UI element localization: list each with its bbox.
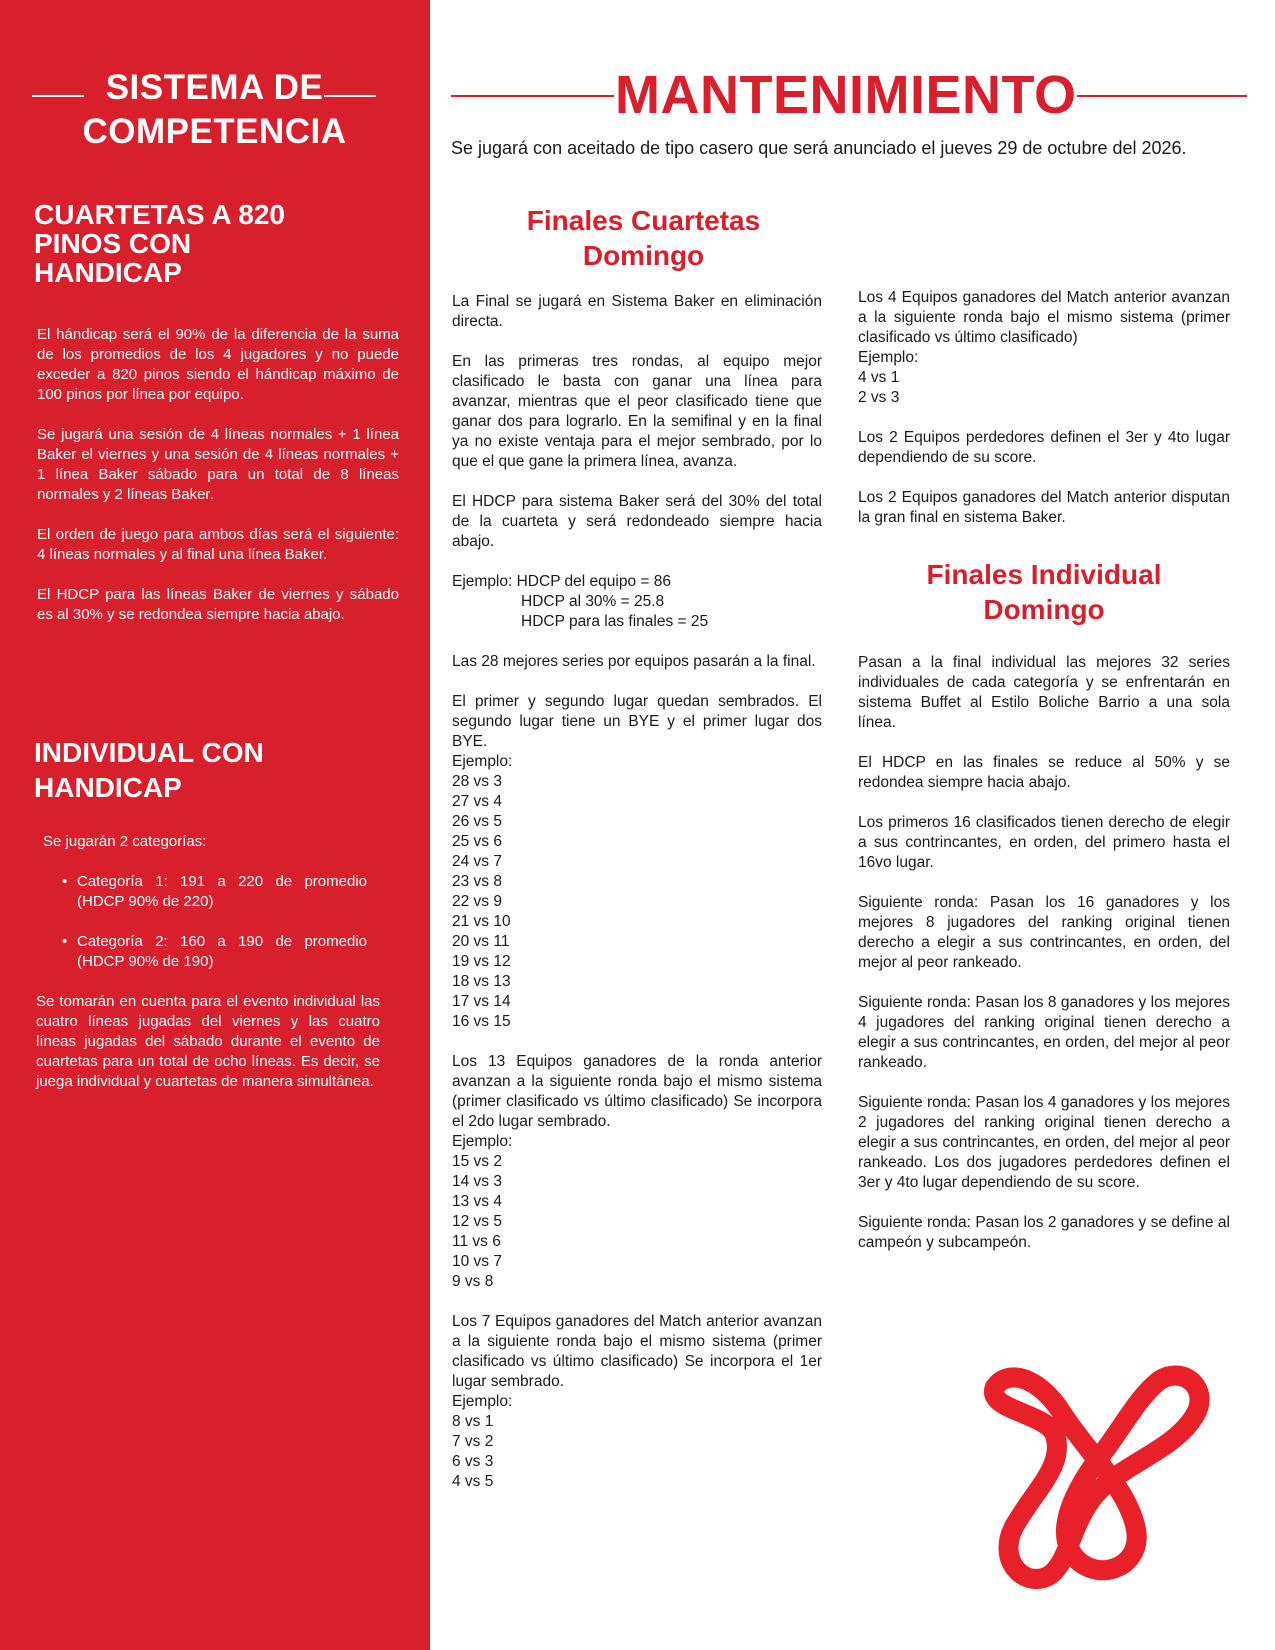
- paragraph: Las 28 mejores series por equipos pasarán a la final.: [452, 653, 816, 670]
- paragraph: Se tomarán en cuenta para el evento individual las cuatro líneas jugadas del viernes y las cuatro líneas jugadas del sábado durante el evento de cuartetas para un total de ocho líneas. Es decir, se juega individual y cuartetas de manera simultánea.: [36, 993, 380, 1090]
- heading-line: HANDICAP: [34, 257, 182, 288]
- section-heading-cuartetas: [34, 200, 414, 287]
- matchup: 18 vs 13: [452, 973, 511, 990]
- example-label: Ejemplo:: [858, 349, 919, 366]
- paragraph: Los 4 Equipos ganadores del Match anterior avanzan a la siguiente ronda bajo el mismo sistema (primer clasificado vs último clasificado): [858, 289, 1230, 346]
- matchup: 20 vs 11: [452, 933, 510, 950]
- heading-line: Finales Individual: [926, 559, 1162, 590]
- heading-line: HANDICAP: [34, 772, 182, 803]
- matchup: 22 vs 9: [452, 893, 502, 910]
- paragraph: Siguiente ronda: Pasan los 8 ganadores y los mejores 4 jugadores del ranking original tienen derecho a elegir a sus contrincantes, en orden, del mejor al peor rankeado.: [858, 994, 1230, 1071]
- matchup: 21 vs 10: [452, 913, 511, 930]
- matchup: 8 vs 1: [452, 1413, 494, 1430]
- list-item: [37, 872, 367, 912]
- paragraph: Siguiente ronda: Pasan los 16 ganadores y los mejores 8 jugadores del ranking original tienen derecho a elegir a sus contrincantes, en orden, del mejor al peor rankeado.: [858, 894, 1230, 971]
- sidebar: [0, 0, 430, 1650]
- paragraph: Siguiente ronda: Pasan los 4 ganadores y los mejores 2 jugadores del ranking original tienen derecho a elegir a sus contrincantes, en orden, del mejor al peor rankeado. Los dos jugadores perdedores definen el 3er y 4to lugar dependiendo de su score.: [858, 1094, 1230, 1191]
- matchup-list-round4: [858, 368, 1230, 408]
- matchup: 17 vs 14: [452, 993, 511, 1010]
- heading-line: CUARTETAS A 820: [34, 199, 286, 230]
- heading-line: Domingo: [582, 240, 705, 271]
- matchup-list-round3: [452, 1412, 822, 1492]
- title-rule-right: [324, 95, 376, 97]
- matchup: 6 vs 3: [452, 1453, 494, 1470]
- heading-finales-cuartetas: [451, 203, 836, 273]
- sidebar-title: [32, 66, 397, 154]
- heading-finales-individual: [858, 557, 1230, 627]
- paragraph: Los primeros 16 clasificados tienen derecho de elegir a sus contrincantes, en orden, del primero hasta el 16vo lugar.: [858, 814, 1230, 871]
- bullet-icon: •: [62, 873, 68, 890]
- matchup: 24 vs 7: [452, 853, 502, 870]
- paragraph: El orden de juego para ambos días será el siguiente: 4 líneas normales y al final una línea Baker.: [37, 526, 399, 563]
- matchup: 26 vs 5: [452, 813, 502, 830]
- sidebar-title-line1: SISTEMA DE: [105, 68, 324, 107]
- matchup-list-round1: [452, 772, 822, 1032]
- matchup-list-round2: [452, 1152, 822, 1292]
- paragraph: El HDCP para sistema Baker será del 30% del total de la cuarteta y será redondeado siempre hacia abajo.: [452, 493, 822, 550]
- title-rule-left: [32, 95, 84, 97]
- paragraph: Pasan a la final individual las mejores 32 series individuales de cada categoría y se enfrentarán en sistema Buffet al Estilo Boliche Barrio a una sola línea.: [858, 654, 1230, 731]
- section-heading-individual: [34, 735, 414, 805]
- matchup: 11 vs 6: [452, 1233, 501, 1250]
- finales-cuartetas-body: [452, 292, 822, 1492]
- individual-intro: [43, 832, 405, 872]
- category-1: Categoría 1: 191 a 220 de promedio (HDCP 90% de 220): [77, 873, 367, 910]
- heading-line: Domingo: [983, 594, 1105, 625]
- matchup: 16 vs 15: [452, 1013, 511, 1030]
- bowling-pins-logo-icon: [975, 1355, 1215, 1595]
- example-line: HDCP para las finales = 25: [521, 613, 709, 630]
- paragraph: Los 2 Equipos perdedores definen el 3er y 4to lugar dependiendo de su score.: [858, 429, 1230, 466]
- paragraph: La Final se jugará en Sistema Baker en eliminación directa.: [452, 293, 822, 330]
- paragraph: Los 2 Equipos ganadores del Match anterior disputan la gran final en sistema Baker.: [858, 489, 1230, 526]
- matchup: 23 vs 8: [452, 873, 502, 890]
- sidebar-title-block: [32, 66, 397, 154]
- paragraph: Se jugará una sesión de 4 líneas normales + 1 línea Baker el viernes y una sesión de 4 líneas normales + 1 línea Baker sábado para un total de 8 líneas normales y 2 líneas Baker.: [37, 426, 399, 503]
- hdcp-example: [452, 572, 822, 632]
- matchup: 15 vs 2: [452, 1153, 502, 1170]
- matchup: 4 vs 5: [452, 1473, 494, 1490]
- matchup: 25 vs 6: [452, 833, 502, 850]
- example-label: Ejemplo:: [452, 1133, 513, 1150]
- matchup: 7 vs 2: [452, 1433, 494, 1450]
- main-title: MANTENIMIENTO: [615, 65, 1077, 125]
- matchup: 28 vs 3: [452, 773, 502, 790]
- category-list: [37, 872, 367, 992]
- paragraph: El primer y segundo lugar quedan sembrados. El segundo lugar tiene un BYE y el primer lugar dos BYE.: [452, 693, 822, 750]
- category-2: Categoría 2: 160 a 190 de promedio (HDCP 90% de 190): [77, 933, 367, 970]
- matchup: 12 vs 5: [452, 1213, 502, 1230]
- matchup: 9 vs 8: [452, 1273, 494, 1290]
- paragraph: Se jugarán 2 categorías:: [43, 833, 207, 850]
- paragraph: El HDCP para las líneas Baker de viernes y sábado es al 30% y se redondea siempre hacia abajo.: [37, 586, 399, 623]
- example-label: Ejemplo:: [452, 1393, 513, 1410]
- main-title-rule-left: [451, 95, 614, 97]
- matchup: 19 vs 12: [452, 953, 511, 970]
- heading-line: INDIVIDUAL CON: [34, 737, 264, 768]
- matchup: 27 vs 4: [452, 793, 502, 810]
- main-title-rule-right: [1077, 95, 1247, 97]
- list-item: [37, 932, 367, 972]
- finales-cuartetas-continued: [858, 288, 1230, 548]
- paragraph: En las primeras tres rondas, al equipo mejor clasificado le basta con ganar una línea para avanzar, mientras que el peor clasificado tiene que ganar dos para lograrlo. En la semifinal y en la final ya no existe ventaja para el mejor sembrado, por lo que el que gane la primera línea, avanza.: [452, 353, 822, 470]
- matchup: 4 vs 1: [858, 369, 900, 386]
- main-intro: Se jugará con aceitado de tipo casero que será anunciado el jueves 29 de octubre del 2026.: [451, 138, 1187, 158]
- matchup: 14 vs 3: [452, 1173, 502, 1190]
- finales-individual-body: [858, 653, 1230, 1273]
- bullet-icon: •: [62, 933, 68, 950]
- seed-block: [452, 692, 822, 772]
- example-line: HDCP al 30% = 25.8: [521, 593, 665, 610]
- matchup: 13 vs 4: [452, 1193, 502, 1210]
- heading-line: PINOS CON: [34, 228, 192, 259]
- individual-note: [36, 992, 380, 1112]
- heading-line: Finales Cuartetas: [526, 205, 761, 236]
- example-line: Ejemplo: HDCP del equipo = 86: [452, 573, 671, 590]
- example-label: Ejemplo:: [452, 753, 513, 770]
- matchup: 10 vs 7: [452, 1253, 502, 1270]
- paragraph: El hándicap será el 90% de la diferencia de la suma de los promedios de los 4 jugadores y no puede exceder a 820 pinos siendo el hándicap máximo de 100 pinos por línea por equipo.: [37, 326, 399, 403]
- sidebar-title-line2: COMPETENCIA: [82, 112, 347, 151]
- paragraph: El HDCP en las finales se reduce al 50% y se redondea siempre hacia abajo.: [858, 754, 1230, 791]
- paragraph: Siguiente ronda: Pasan los 2 ganadores y se define al campeón y subcampeón.: [858, 1214, 1230, 1251]
- matchup: 2 vs 3: [858, 389, 900, 406]
- cuartetas-rules: [37, 325, 399, 645]
- paragraph: Los 7 Equipos ganadores del Match anterior avanzan a la siguiente ronda bajo el mismo sistema (primer clasificado vs último clasificado) Se incorpora el 1er lugar sembrado.: [452, 1313, 822, 1390]
- paragraph: Los 13 Equipos ganadores de la ronda anterior avanzan a la siguiente ronda bajo el mismo sistema (primer clasificado vs último clasificado) Se incorpora el 2do lugar sembrado.: [452, 1053, 822, 1130]
